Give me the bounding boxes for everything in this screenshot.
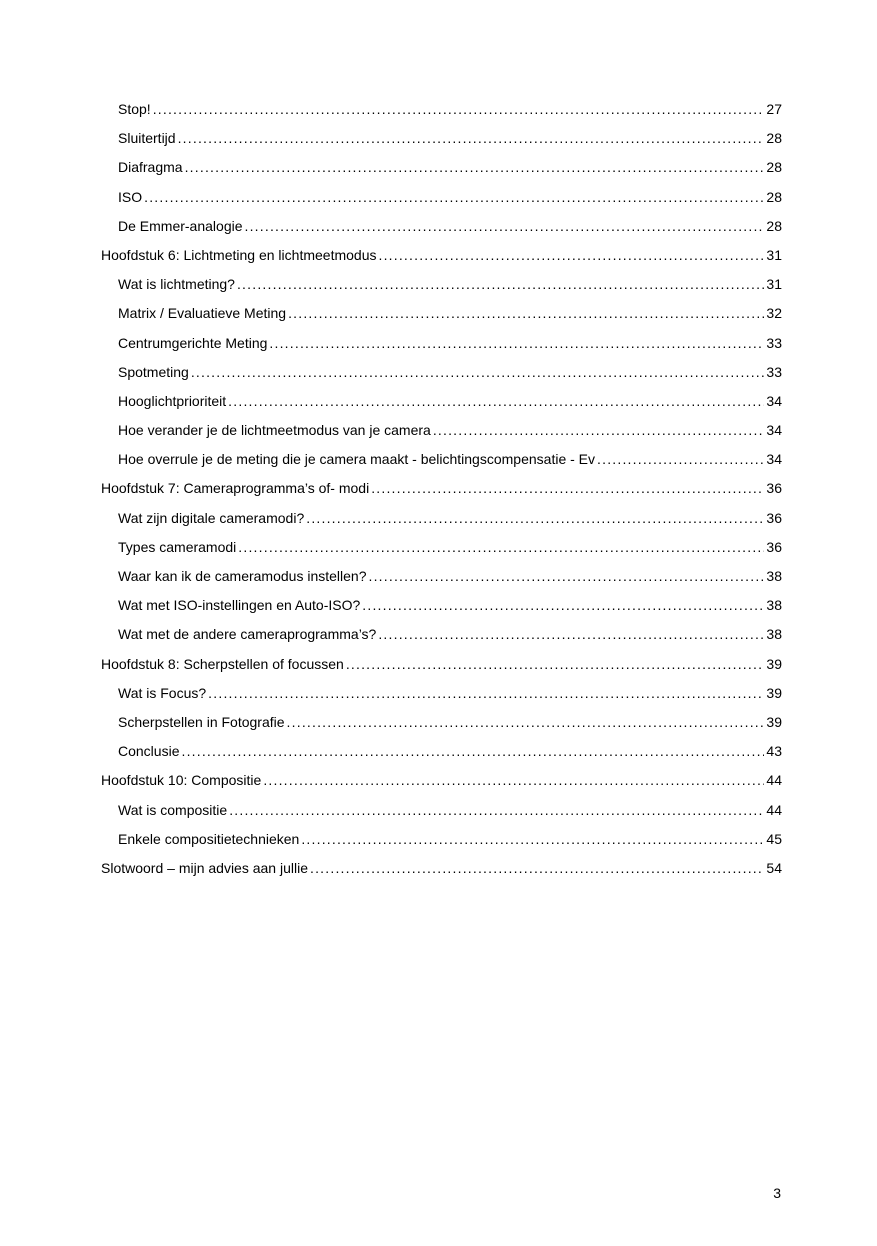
toc-entry-title: Hoe verander je de lichtmeetmodus van je camera [118,422,431,439]
toc-section-entry[interactable] [101,506,782,535]
toc-entry-page: 43 [766,743,782,760]
toc-entry-page: 39 [766,713,782,730]
toc-dot-leader [378,243,764,267]
toc-dot-leader [245,214,765,238]
toc-section-entry[interactable] [101,710,782,739]
toc-entry-title: ISO [118,188,143,205]
toc-entry-page: 36 [766,509,782,526]
toc-entry-title: Hoofdstuk 7: Cameraprogramma’s of- modi [101,480,370,497]
toc-entry-title: Wat is compositie [118,801,228,818]
toc-entry-page: 33 [766,363,782,380]
toc-entry-title: Wat is Focus? [118,684,207,701]
toc-entry-title: Centrumgerichte Meting [118,334,268,351]
toc-section-entry[interactable] [101,418,782,447]
toc-entry-title: Wat met de andere cameraprogramma’s? [118,626,377,643]
toc-entry-page: 28 [766,130,782,147]
toc-section-entry[interactable] [101,301,782,330]
toc-dot-leader [378,622,764,646]
toc-section-entry[interactable] [101,564,782,593]
toc-entry-page: 33 [766,334,782,351]
toc-dot-leader [287,710,765,734]
toc-entry-page: 36 [766,480,782,497]
toc-dot-leader [153,97,765,121]
toc-chapter-entry[interactable] [101,856,782,885]
toc-entry-page: 38 [766,568,782,584]
toc-entry-page: 44 [766,772,782,789]
toc-section-entry[interactable] [101,593,782,622]
toc-dot-leader [310,856,764,880]
toc-dot-leader [269,331,764,355]
toc-entry-title: Hoofdstuk 8: Scherpstellen of focussen [101,655,344,672]
toc-section-entry[interactable] [101,272,782,301]
toc-section-entry[interactable] [101,535,782,564]
toc-entry-title: Wat met ISO-instellingen en Auto-ISO? [118,597,361,614]
toc-section-entry[interactable] [101,185,782,214]
toc-dot-leader [238,535,764,559]
toc-entry-title: Enkele compositietechnieken [118,830,300,847]
toc-entry-title: Wat is lichtmeting? [118,276,235,293]
toc-entry-title: Stop! [118,101,151,117]
toc-section-entry[interactable] [101,681,782,710]
toc-section-entry[interactable] [101,827,782,856]
toc-chapter-entry[interactable] [101,652,782,681]
toc-dot-leader [208,681,764,705]
toc-entry-page: 39 [766,684,782,701]
table-of-contents [101,97,782,885]
toc-section-entry[interactable] [101,155,782,184]
toc-dot-leader [306,506,764,530]
toc-entry-page: 34 [766,451,782,468]
toc-section-entry[interactable] [101,331,782,360]
toc-chapter-entry[interactable] [101,476,782,505]
toc-dot-leader [181,739,764,763]
toc-entry-page: 28 [766,188,782,205]
toc-section-entry[interactable] [101,126,782,155]
toc-section-entry[interactable] [101,447,782,476]
toc-entry-page: 36 [766,538,782,555]
toc-entry-page: 28 [766,159,782,176]
toc-entry-page: 34 [766,422,782,439]
toc-entry-title: Spotmeting [118,363,189,380]
toc-dot-leader [178,126,765,150]
toc-entry-page: 54 [766,859,782,876]
toc-dot-leader [369,564,765,588]
toc-dot-leader [228,389,764,413]
page-number: 3 [773,1185,781,1201]
toc-entry-title: Types cameramodi [118,538,237,555]
toc-entry-title: Sluitertijd [118,130,176,147]
toc-section-entry[interactable] [101,360,782,389]
toc-entry-title: Hoofdstuk 6: Lichtmeting en lichtmeetmodus [101,246,377,263]
toc-entry-title: Diafragma [118,159,183,176]
toc-dot-leader [185,155,765,179]
toc-entry-page: 28 [766,217,782,234]
toc-entry-page: 27 [766,101,782,117]
toc-entry-page: 38 [766,626,782,643]
toc-section-entry[interactable] [101,214,782,243]
toc-entry-page: 39 [766,655,782,672]
toc-entry-title: Scherpstellen in Fotografie [118,713,285,730]
toc-entry-page: 45 [766,830,782,847]
toc-entry-page: 38 [766,597,782,614]
toc-dot-leader [597,447,764,471]
toc-entry-title: Slotwoord – mijn advies aan jullie [101,859,308,876]
toc-entry-title: De Emmer-analogie [118,217,243,234]
toc-dot-leader [362,593,764,617]
toc-section-entry[interactable] [101,97,782,126]
toc-dot-leader [144,185,764,209]
toc-entry-title: Hoofdstuk 10: Compositie [101,772,262,789]
toc-section-entry[interactable] [101,739,782,768]
toc-entry-title: Conclusie [118,743,180,760]
toc-dot-leader [263,768,764,792]
toc-dot-leader [229,798,764,822]
toc-section-entry[interactable] [101,389,782,418]
toc-entry-page: 31 [766,246,782,263]
toc-entry-title: Waar kan ik de cameramodus instellen? [118,568,367,584]
toc-dot-leader [288,301,764,325]
toc-entry-title: Hooglichtprioriteit [118,392,227,409]
toc-entry-title: Hoe overrule je de meting die je camera maakt - belichtingscompensatie - Ev [118,451,596,468]
toc-chapter-entry[interactable] [101,243,782,272]
toc-entry-page: 32 [766,305,782,322]
toc-dot-leader [433,418,765,442]
toc-dot-leader [237,272,764,296]
toc-dot-leader [346,652,765,676]
toc-entry-page: 31 [766,276,782,293]
toc-dot-leader [371,476,764,500]
toc-entry-title: Wat zijn digitale cameramodi? [118,509,305,526]
toc-dot-leader [191,360,765,384]
toc-section-entry[interactable] [101,622,782,651]
toc-entry-page: 34 [766,392,782,409]
toc-entry-title: Matrix / Evaluatieve Meting [118,305,287,322]
toc-section-entry[interactable] [101,798,782,827]
toc-dot-leader [301,827,764,851]
toc-entry-page: 44 [766,801,782,818]
toc-chapter-entry[interactable] [101,768,782,797]
